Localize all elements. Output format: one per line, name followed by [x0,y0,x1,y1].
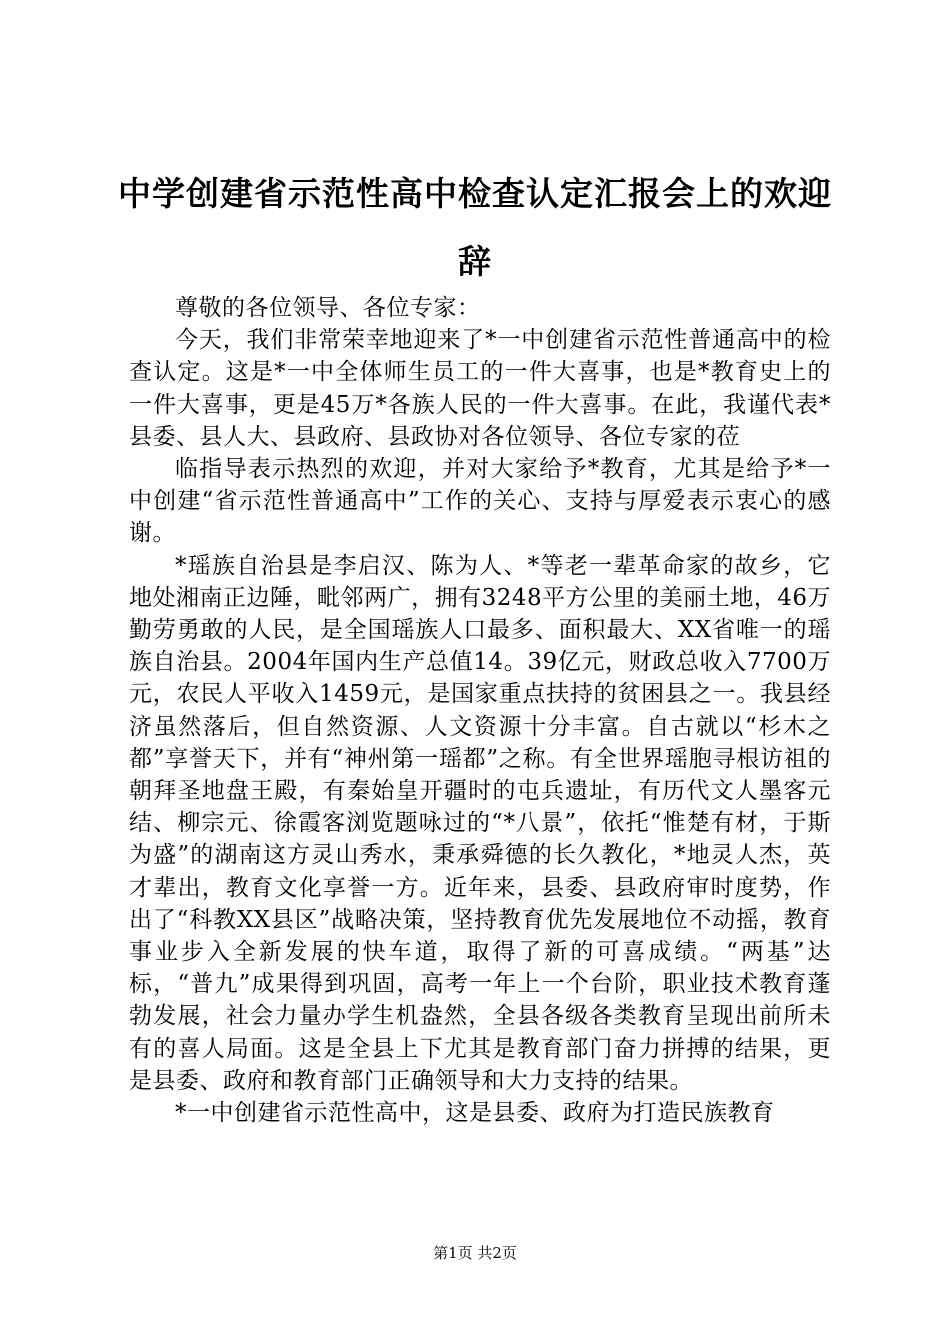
document-title: 中学创建省示范性高中检查认定汇报会上的欢迎辞 [118,174,832,281]
paragraph-county-intro: *瑶族自治县是李启汉、陈为人、*等老一辈革命家的故乡，它地处湘南正边陲，毗邻两广，拥有3248平方公里的美丽土地，46万勤劳勇敢的人民，是全国瑶族人口最多、面积最大、XX省唯一的瑶族自治县。2004年国内生产总值14。39亿元，财政总收入7700万元，农民人平收入1459元，是国家重点扶持的贫困县之一。我县经济虽然落后，但自然资源、人文资源十分丰富。自古就以“杉木之都”享誉天下，并有“神州第一瑶都”之称。有全世界瑶胞寻根访祖的朝拜圣地盘王殿，有秦始皇开疆时的屯兵遗址，有历代文人墨客元结、柳宗元、徐霞客浏览题咏过的“*八景”，依托“惟楚有材，于斯为盛”的湖南这方灵山秀水，秉承舜德的长久教化，*地灵人杰，英才辈出，教育文化享誉一方。近年来，县委、县政府审时度势，作出了“科教XX县区”战略决策，坚持教育优先发展地位不动摇，教育事业步入全新发展的快车道，取得了新的可喜成绩。“两基”达标，“普九”成果得到巩固，高考一年上一个台阶，职业技术教育蓬勃发展，社会力量办学生机盎然，全县各级各类教育呈现出前所未有的喜人局面。这是全县上下尤其是教育部门奋力拼搏的结果，更是县委、政府和教育部门正确领导和大力支持的结果。 [129,552,831,1094]
paragraph-thanks: 临指导表示热烈的欢迎，并对大家给予*教育，尤其是给予*一中创建“省示范性普通高中”工作的关心、支持与厚爱表示衷心的感谢。 [129,456,831,547]
paragraph-school-creation: *一中创建省示范性高中，这是县委、政府为打造民族教育 [175,1100,775,1127]
paragraph-welcome: 今天，我们非常荣幸地迎来了*一中创建省示范性普通高中的检查认定。这是*一中全体师生员工的一件大喜事，也是*教育史上的一件大喜事，更是45万*各族人民的一件大喜事。在此，我谨代表*县委、县人大、县政府、县政协对各位领导、各位专家的莅 [129,327,831,450]
document-body [129,292,831,1129]
paragraph-salutation: 尊敬的各位领导、各位专家： [175,295,481,321]
page-number-footer: 第1页 共2页 [433,1244,517,1262]
